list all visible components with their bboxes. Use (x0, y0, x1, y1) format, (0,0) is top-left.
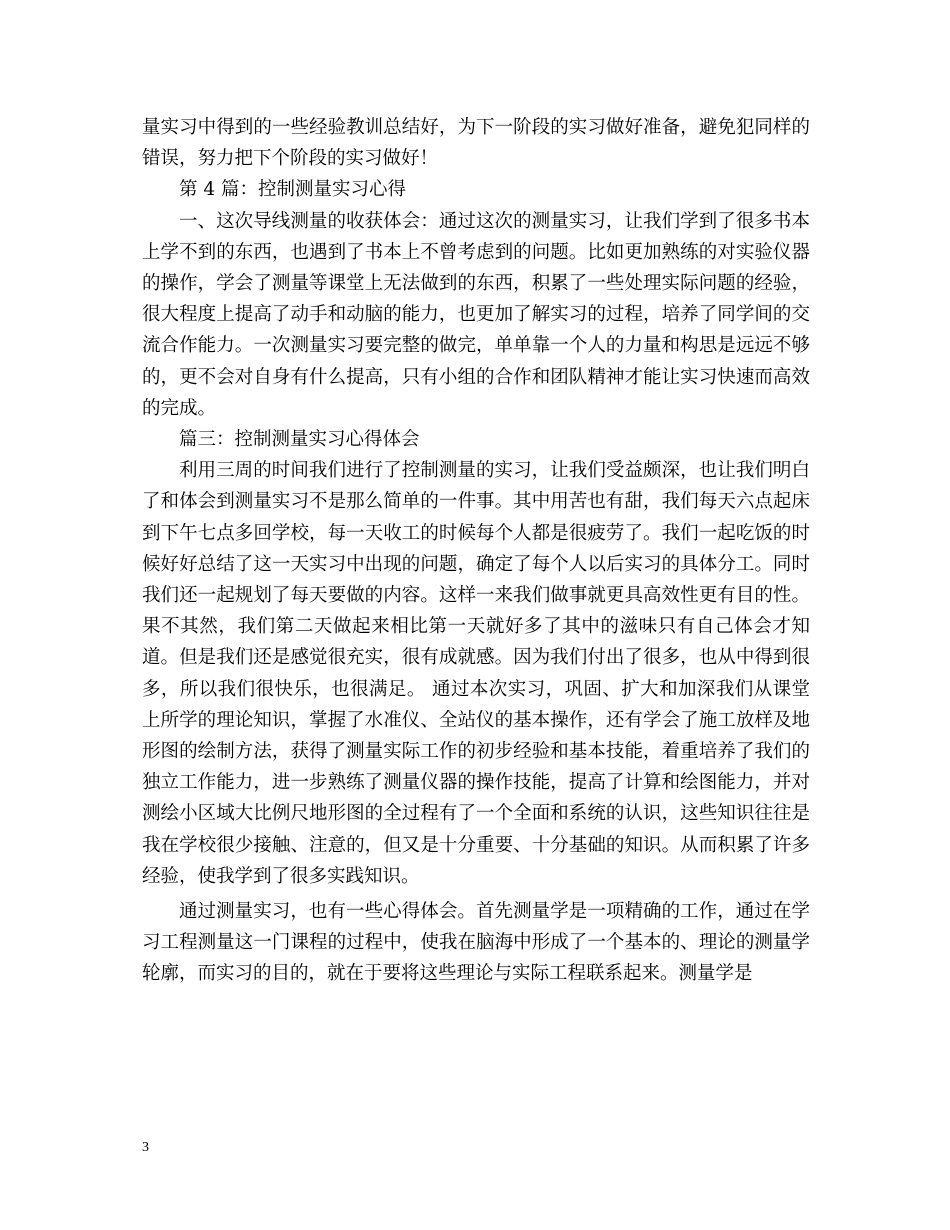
document-body (142, 112, 810, 990)
paragraph-experience: 通过测量实习，也有一些心得体会。首先测量学是一项精确的工作，通过在学习工程测量这一门课程的过程中，使我在脑海中形成了一个基本的、理论的测量学轮廓，而实习的目的，就在于要将这些理论与实际工程联系起来。测量学是 (142, 901, 810, 985)
paragraph-traverse-survey: 一、这次导线测量的收获体会：通过这次的测量实习，让我们学到了很多书本上学不到的东西，也遇到了书本上不曾考虑到的问题。比如更加熟练的对实验仪器的操作，学会了测量等课堂上无法做到的东西，积累了一些处理实际问题的经验，很大程度上提高了动手和动脑的能力，也更加了解实习的过程，培养了同学间的交流合作能力。一次测量实习要完整的做完，单单靠一个人的力量和构思是远远不够的，更不会对自身有什么提高，只有小组的合作和团队精神才能让实习快速而高效的完成。 (142, 210, 810, 419)
paragraph-continuation: 量实习中得到的一些经验教训总结好，为下一阶段的实习做好准备，避免犯同样的错误，努力把下个阶段的实习做好！ (142, 117, 810, 170)
page-number: 3 (142, 1140, 149, 1155)
section-heading-part-4: 第 4 篇：控制测量实习心得 (179, 179, 407, 201)
section-heading-part-3: 篇三：控制测量实习心得体会 (179, 429, 420, 451)
paragraph-three-weeks: 利用三周的时间我们进行了控制测量的实习，让我们受益颇深，也让我们明白了和体会到测量实习不是那么简单的一件事。其中用苦也有甜，我们每天六点起床到下午七点多回学校，每一天收工的时候每个人都是很疲劳了。我们一起吃饭的时候好好总结了这一天实习中出现的问题，确定了每个人以后实习的具体分工。同时我们还一起规划了每天要做的内容。这样一来我们做事就更具高效性更有目的性。果不其然，我们第二天做起来相比第一天就好多了其中的滋味只有自己体会才知道。但是我们还是感觉很充实，很有成就感。因为我们付出了很多，也从中得到很多，所以我们很快乐，也很满足。 通过本次实习，巩固、扩大和加深我们从课堂上所学的理论知识，掌握了水准仪、全站仪的基本操作，还有学会了施工放样及地形图的绘制方法，获得了测量实际工作的初步经验和基本技能，着重培养了我们的独立工作能力，进一步熟练了测量仪器的操作技能，提高了计算和绘图能力，并对测绘小区域大比例尺地形图的全过程有了一个全面和系统的认识，这些知识往往是我在学校很少接触、注意的，但又是十分重要、十分基础的知识。从而积累了许多经验，使我学到了很多实践知识。 (142, 460, 810, 887)
